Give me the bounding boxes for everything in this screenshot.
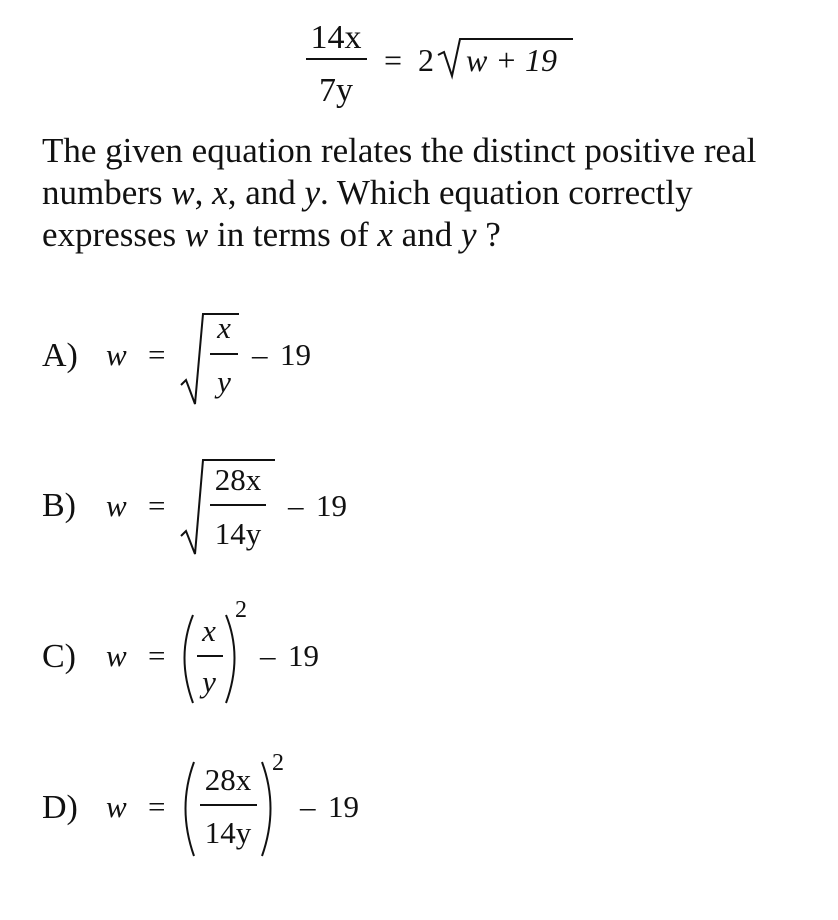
choice-c-minus: – — [260, 638, 276, 673]
choice-c-variable: w — [106, 638, 127, 673]
choice-b-letter: B) — [42, 487, 76, 524]
choice-d-equals: = — [148, 789, 166, 824]
choice-a-denominator: y — [217, 364, 231, 399]
choice-b-denominator: 14y — [214, 516, 262, 551]
choice-b-numerator: 28x — [214, 462, 262, 497]
choice-d-left-paren — [186, 762, 195, 856]
given-denominator: 7y — [319, 72, 353, 109]
choice-c-right-paren — [226, 615, 235, 703]
given-equation — [0, 0, 838, 115]
choice-b-minus: – — [288, 488, 304, 523]
choice-b-variable: w — [106, 488, 127, 523]
given-coefficient: 2 — [418, 42, 434, 78]
choice-a-constant: 19 — [280, 337, 311, 372]
choice-d-variable: w — [106, 789, 127, 824]
choice-d-minus: – — [300, 789, 316, 824]
given-radicand: w + 19 — [466, 42, 557, 78]
choice-c-equals: = — [148, 638, 166, 673]
choice-a-minus: – — [252, 337, 268, 372]
given-numerator: 14x — [310, 19, 362, 56]
choice-a-letter: A) — [42, 337, 78, 374]
choice-d-exponent: 2 — [272, 750, 284, 776]
choice-d-right-paren — [262, 762, 271, 856]
question-line-1: The given equation relates the distinct positive real — [42, 131, 757, 170]
choice-d-numerator: 28x — [204, 762, 252, 797]
choice-c-denominator: y — [202, 664, 216, 699]
choice-d-denominator: 14y — [204, 815, 252, 850]
question-text — [42, 130, 832, 256]
choice-b-equals: = — [148, 488, 166, 523]
question-line-2: numbers w, x, and y. Which equation correctly — [42, 173, 693, 212]
choice-c-letter: C) — [42, 638, 76, 675]
choice-c-exponent: 2 — [235, 597, 247, 623]
choice-d-letter: D) — [42, 789, 78, 826]
question-line-3: expresses w in terms of x and y ? — [42, 215, 501, 254]
choice-a-equals: = — [148, 337, 166, 372]
choice-c-numerator: x — [202, 613, 216, 648]
answer-choice-c[interactable] — [0, 595, 838, 715]
answer-choice-b[interactable] — [0, 448, 838, 568]
choice-a-numerator: x — [217, 310, 231, 345]
choice-d-constant: 19 — [328, 789, 359, 824]
given-equals: = — [383, 42, 403, 78]
answer-choice-d[interactable] — [0, 742, 838, 862]
choice-c-constant: 19 — [288, 638, 319, 673]
choice-a-variable: w — [106, 337, 127, 372]
choice-b-constant: 19 — [316, 488, 347, 523]
choice-c-left-paren — [185, 615, 194, 703]
answer-choice-a[interactable] — [0, 300, 838, 420]
